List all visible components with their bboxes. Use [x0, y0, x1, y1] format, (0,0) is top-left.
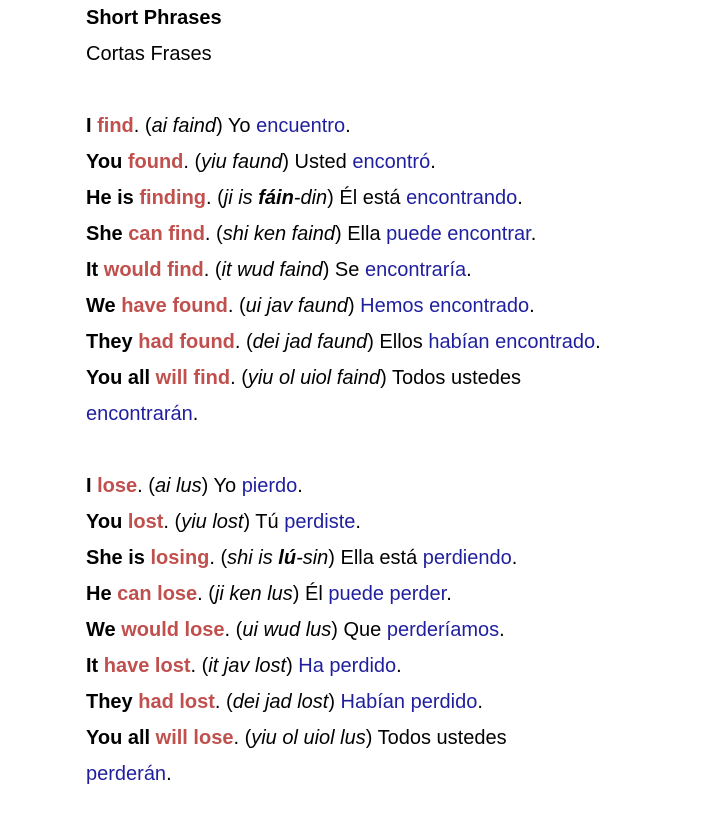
spanish-translation: perdiendo: [422, 547, 512, 569]
phrase-line: [86, 720, 706, 756]
plain-text: .: [355, 511, 361, 533]
plain-text: . (: [230, 367, 248, 389]
spanish-translation: perdiste: [284, 511, 356, 533]
phrase-line: [86, 540, 706, 576]
plain-text: ) Ellos: [367, 331, 429, 353]
verb-phrase: can find: [128, 223, 205, 245]
spanish-translation: encuentro: [256, 115, 346, 137]
plain-text: ) Él: [292, 583, 329, 605]
plain-text: ) Todos ustedes: [380, 367, 522, 389]
document-subtitle: Cortas Frases: [86, 43, 212, 65]
plain-text: . (: [234, 331, 253, 353]
plain-text: .: [345, 115, 351, 137]
subject-text: He is: [86, 187, 140, 209]
plain-text: ) Se: [322, 259, 365, 281]
spanish-translation: perderíamos: [386, 619, 500, 641]
spanish-translation: perderán: [86, 763, 167, 785]
phrase-line: [86, 144, 706, 180]
stressed-syllable: lú: [278, 547, 297, 569]
verb-phrase: would find: [103, 259, 204, 281]
plain-text: ) Yo: [201, 475, 242, 497]
pronunciation-text: ji ken lus: [214, 583, 293, 605]
verb-phrase: can lose: [117, 583, 198, 605]
plain-text: .: [396, 655, 402, 677]
plain-text: ) Todos ustedes: [365, 727, 507, 749]
subject-text: We: [86, 295, 122, 317]
subject-text: They: [86, 331, 139, 353]
pronunciation-text: shi is: [227, 547, 279, 569]
spanish-translation: puede encontrar: [386, 223, 531, 245]
plain-text: . (: [214, 691, 233, 713]
verb-phrase: have found: [121, 295, 228, 317]
phrase-line: [86, 216, 706, 252]
spanish-translation: pierdo: [241, 475, 298, 497]
pronunciation-text: yiu faund: [201, 151, 283, 173]
spanish-translation: Habían perdido: [340, 691, 478, 713]
phrase-line: [86, 360, 706, 396]
pronunciation-text: -sin: [296, 547, 329, 569]
plain-text: . (: [209, 547, 228, 569]
plain-text: .: [530, 223, 537, 245]
plain-text: .: [477, 691, 483, 713]
spanish-translation: encontraría: [364, 259, 467, 281]
plain-text: . (: [203, 259, 222, 281]
subject-text: She is: [86, 547, 151, 569]
verb-phrase: have lost: [103, 655, 191, 677]
pronunciation-text: it jav lost: [208, 655, 287, 677]
plain-text: .: [595, 331, 601, 353]
verb-phrase: had lost: [138, 691, 215, 713]
pronunciation-text: ji is: [223, 187, 259, 209]
plain-text: .: [499, 619, 505, 641]
verb-phrase: will find: [155, 367, 231, 389]
plain-text: . (: [137, 475, 155, 497]
plain-text: . (: [190, 655, 209, 677]
phrase-line: [86, 396, 706, 432]
verb-phrase: found: [127, 151, 184, 173]
plain-text: . (: [233, 727, 252, 749]
pronunciation-text: dei jad lost: [232, 691, 329, 713]
plain-text: ) Ella: [335, 223, 387, 245]
plain-text: ) Ella está: [328, 547, 423, 569]
verb-phrase: lose: [97, 475, 138, 497]
plain-text: .: [529, 295, 535, 317]
section-spacer: [86, 432, 706, 468]
phrase-line: [86, 108, 706, 144]
phrase-line: [86, 288, 706, 324]
phrase-line: [86, 324, 706, 360]
plain-text: ) Él está: [327, 187, 407, 209]
subject-text: You: [86, 151, 128, 173]
phrase-line: [86, 648, 706, 684]
spanish-translation: puede perder: [328, 583, 447, 605]
phrase-line: [86, 252, 706, 288]
plain-text: . (: [204, 223, 223, 245]
pronunciation-text: ai faind: [151, 115, 217, 137]
plain-text: ) Que: [331, 619, 387, 641]
spanish-translation: encontrarán: [86, 403, 193, 425]
plain-text: ) Tú: [243, 511, 285, 533]
verb-phrase: lost: [127, 511, 164, 533]
plain-text: ): [286, 655, 299, 677]
spanish-translation: encontró: [352, 151, 431, 173]
plain-text: . (: [197, 583, 215, 605]
pronunciation-text: -din: [293, 187, 328, 209]
pronunciation-text: it wud faind: [221, 259, 323, 281]
section-spacer: [86, 72, 706, 108]
plain-text: .: [192, 403, 199, 425]
subject-text: I: [86, 475, 98, 497]
plain-text: . (: [224, 619, 243, 641]
plain-text: .: [430, 151, 436, 173]
subject-text: He: [86, 583, 118, 605]
verb-phrase: find: [97, 115, 134, 137]
document-page: [86, 0, 706, 792]
phrase-section-find: [86, 108, 706, 432]
phrase-line: [86, 576, 706, 612]
pronunciation-text: ai lus: [154, 475, 202, 497]
plain-text: . (: [133, 115, 152, 137]
plain-text: ): [328, 691, 341, 713]
verb-phrase: would lose: [121, 619, 225, 641]
phrase-line: [86, 468, 706, 504]
plain-text: .: [511, 547, 518, 569]
plain-text: .: [166, 763, 172, 785]
pronunciation-text: yiu ol uiol faind: [247, 367, 381, 389]
pronunciation-text: yiu ol uiol lus: [251, 727, 366, 749]
phrase-line: [86, 180, 706, 216]
spanish-translation: Ha perdido: [298, 655, 397, 677]
subject-text: We: [86, 619, 122, 641]
phrase-section-lose: [86, 468, 706, 792]
subject-text: You all: [86, 367, 156, 389]
plain-text: .: [446, 583, 452, 605]
plain-text: . (: [227, 295, 246, 317]
phrase-line: [86, 612, 706, 648]
verb-phrase: will lose: [155, 727, 234, 749]
plain-text: .: [297, 475, 303, 497]
plain-text: . (: [183, 151, 202, 173]
plain-text: .: [466, 259, 472, 281]
plain-text: ): [347, 295, 361, 317]
document-title: Short Phrases: [86, 7, 222, 29]
subject-text: It: [86, 655, 104, 677]
pronunciation-text: yiu lost: [181, 511, 244, 533]
subject-text: You: [86, 511, 128, 533]
plain-text: . (: [206, 187, 224, 209]
subject-text: They: [86, 691, 139, 713]
spanish-translation: encontrando: [406, 187, 518, 209]
subject-text: She: [86, 223, 129, 245]
verb-phrase: losing: [150, 547, 210, 569]
verb-phrase: had found: [138, 331, 235, 353]
phrase-line: [86, 684, 706, 720]
pronunciation-text: ui wud lus: [242, 619, 332, 641]
phrase-line: [86, 756, 706, 792]
pronunciation-text: ui jav faund: [245, 295, 348, 317]
plain-text: ) Yo: [216, 115, 257, 137]
plain-text: ) Usted: [282, 151, 353, 173]
plain-text: .: [517, 187, 523, 209]
subject-text: I: [86, 115, 98, 137]
pronunciation-text: shi ken faind: [222, 223, 335, 245]
spanish-translation: Hemos encontrado: [360, 295, 530, 317]
stressed-syllable: fáin: [258, 187, 294, 209]
plain-text: . (: [163, 511, 182, 533]
phrase-line: [86, 504, 706, 540]
verb-phrase: finding: [139, 187, 206, 209]
spanish-translation: habían encontrado: [428, 331, 596, 353]
subject-text: It: [86, 259, 104, 281]
pronunciation-text: dei jad faund: [252, 331, 368, 353]
subject-text: You all: [86, 727, 156, 749]
